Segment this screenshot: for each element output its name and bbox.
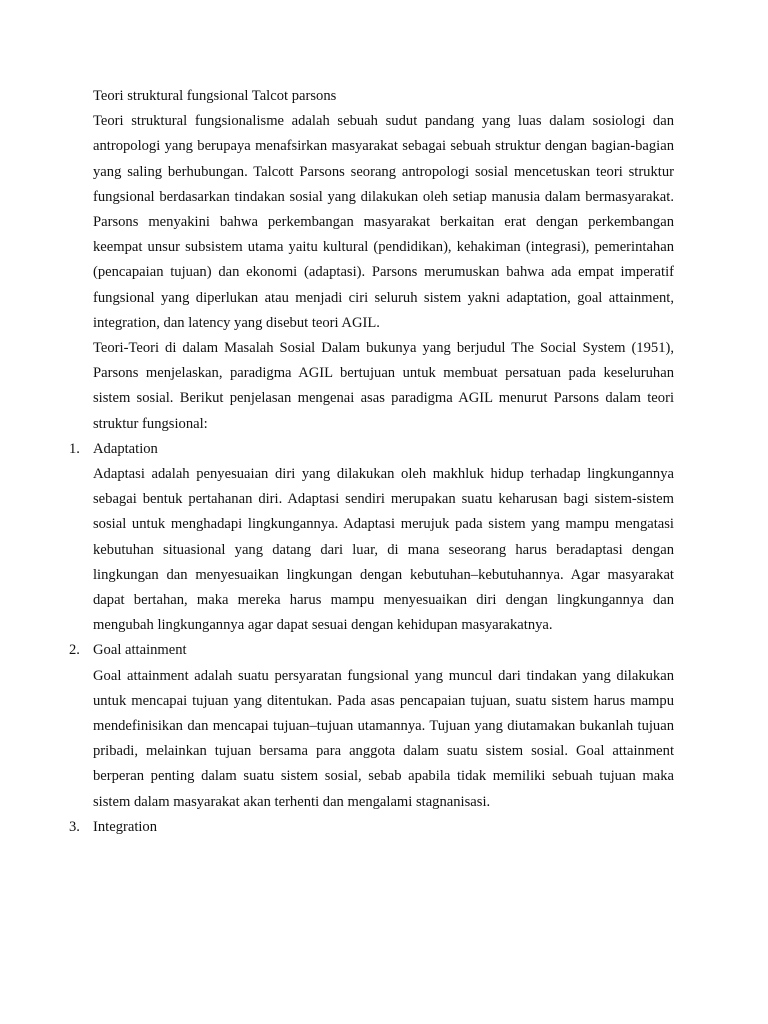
list-number: 3. xyxy=(69,818,80,835)
list-number: 1. xyxy=(69,440,80,457)
list-item-adaptation xyxy=(69,437,674,639)
list-item-goal-attainment xyxy=(69,638,674,814)
intro-paragraph: Teori struktural fungsionalisme adalah sebuah sudut pandang yang luas dalam sosiologi dan antropologi yang berupaya menafsirkan masyarakat sebagai sebuah struktur dengan bagian-bagian yang saling berhubungan. Talcott Parsons seorang antropologi sosial mencetuskan teori struktur fungsional berdasarkan tindakan sosial yang dilakukan oleh setiap manusia dalam bermasyarakat. Parsons menyakini bahwa perkembangan masyarakat berkaitan erat dengan perkembangan keempat unsur subsistem utama yaitu kultural (pendidikan), kehakiman (integrasi), pemerintahan (pencapaian tujuan) dan ekonomi (adaptasi). Parsons merumuskan bahwa ada empat imperatif fungsional yang diperlukan atau menjadi ciri seluruh sistem yakni adaptation, goal attainment, integration, dan latency yang disebut teori AGIL. xyxy=(93,113,674,331)
intro-paragraph: Teori-Teori di dalam Masalah Sosial Dalam bukunya yang berjudul The Social System (1951), Parsons menjelaskan, paradigma AGIL bertujuan untuk membuat persatuan pada keseluruhan sistem sosial. Berikut penjelasan mengenai asas paradigma AGIL menurut Parsons dalam teori struktur fungsional: xyxy=(93,340,674,432)
list-item-integration xyxy=(69,815,674,840)
list-number: 2. xyxy=(69,642,80,659)
list-item-title: Adaptation xyxy=(93,440,158,457)
document-title: Teori struktural fungsional Talcot parsons xyxy=(93,88,337,104)
list-item-title: Integration xyxy=(93,818,158,835)
list-item-title: Goal attainment xyxy=(93,642,187,659)
list-item-body: Adaptasi adalah penyesuaian diri yang dilakukan oleh makhluk hidup terhadap lingkungannya sebagai bentuk pertahanan diri. Adaptasi sendiri merupakan suatu keharusan bagi sistem-sistem sosial untuk menghadapi lingkungannya. Adaptasi merujuk pada sistem yang mampu mengatasi kebutuhan situasional yang datang dari luar, di mana seseorang harus beradaptasi dengan lingkungan dan menyesuaikan lingkungan dengan kebutuhan–kebutuhannya. Agar masyarakat dapat bertahan, maka mereka harus mampu menyesuaikan diri dengan lingkungannya dan mengubah lingkungannya agar dapat sesuai dengan kehidupan masyarakatnya. xyxy=(93,466,674,634)
document-content xyxy=(69,84,674,840)
list-item-body: Goal attainment adalah suatu persyaratan fungsional yang muncul dari tindakan yang dilakukan untuk mencapai tujuan yang ditentukan. Pada asas pencapaian tujuan, suatu sistem harus mampu mendefinisikan dan mencapai tujuan–tujuan utamannya. Tujuan yang diutamakan bukanlah tujuan pribadi, melainkan tujuan bersama para anggota dalam suatu sistem sosial. Goal attainment berperan penting dalam suatu sistem sosial, sebab apabila tidak memiliki sebuah tujuan maka sistem dalam masyarakat akan terhenti dan mengalami stagnanisasi. xyxy=(93,667,674,810)
